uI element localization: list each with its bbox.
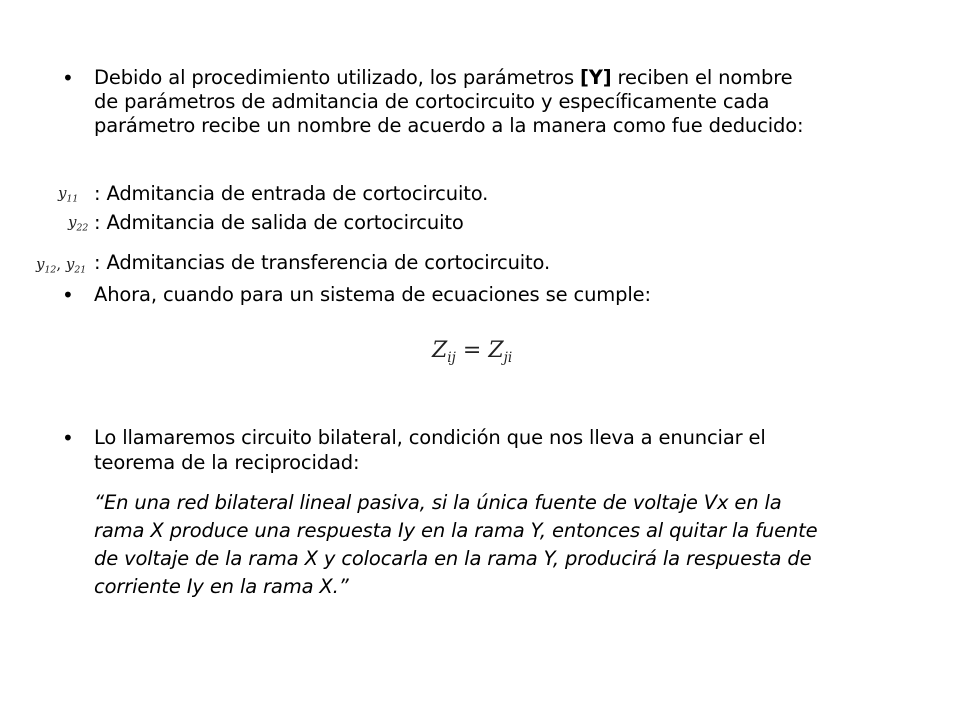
symbol-y11: $y_{11}$: [58, 184, 79, 205]
equation-zij-zji: $Z_{ij} = Z_{ji}$: [432, 338, 513, 366]
y-parameters-label: [Y]: [580, 66, 612, 89]
paragraph-1-line-2: de parámetros de admitancia de cortocircuito y específicamente cada: [94, 90, 770, 113]
definition-y22: : Admitancia de salida de cortocircuito: [94, 211, 464, 234]
paragraph-1-line-1: [94, 66, 793, 89]
theorem-quote-line-2: rama X produce una respuesta Iy en la rama Y, entonces al quitar la fuente: [94, 519, 818, 542]
bullet-marker: •: [62, 283, 74, 307]
definition-y12-y21: : Admitancias de transferencia de cortocircuito.: [94, 251, 551, 274]
definition-y11: : Admitancia de entrada de cortocircuito.: [94, 182, 489, 205]
paragraph-3-line-2: teorema de la reciprocidad:: [94, 451, 360, 474]
bullet-marker: •: [62, 426, 74, 450]
bullet-marker: •: [62, 66, 74, 90]
paragraph-1-text-after: reciben el nombre: [611, 66, 793, 89]
theorem-quote-line-4: corriente Iy en la rama X.”: [94, 575, 349, 598]
theorem-quote-line-1: “En una red bilateral lineal pasiva, si la única fuente de voltaje Vx en la: [94, 491, 782, 514]
symbol-y22: $y_{22}$: [68, 213, 89, 234]
paragraph-1-line-3: parámetro recibe un nombre de acuerdo a la manera como fue deducido:: [94, 114, 804, 137]
symbol-y12-y21: $y_{12}$, $y_{21}$: [36, 255, 87, 276]
paragraph-3-line-1: Lo llamaremos circuito bilateral, condición que nos lleva a enunciar el: [94, 426, 766, 449]
theorem-quote-line-3: de voltaje de la rama X y colocarla en la rama Y, producirá la respuesta de: [94, 547, 812, 570]
paragraph-2: Ahora, cuando para un sistema de ecuaciones se cumple:: [94, 283, 651, 306]
paragraph-1-text-before: Debido al procedimiento utilizado, los parámetros: [94, 66, 580, 89]
